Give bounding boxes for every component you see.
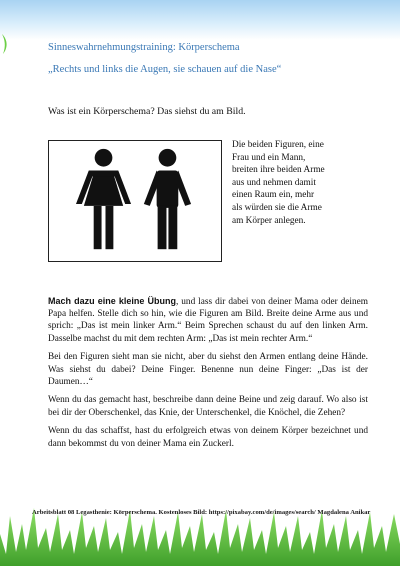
worksheet-subtitle: „Rechts und links die Augen, sie schauen auf die Nase“: [48, 64, 282, 75]
paragraph-fingers: Bei den Figuren sieht man sie nicht, aber du siehst den Armen entlang deine Hände. Was siehst du dabei? Deine Finger. Benenne nun deine Finger: „Das ist der Daumen…“: [48, 352, 368, 387]
exercise-heading: Mach dazu eine kleine Übung: [48, 296, 177, 306]
footer-credit: Arbeitsblatt 08 Legasthenie: Körperschema. Kostenloses Bild: https://pixabay.com/de/images/search/ Magdalena Anikar: [32, 509, 371, 516]
figure-caption: Die beiden Figuren, eine Frau und ein Mann, breiten ihre beiden Arme aus und nehmen damit einen Raum ein, mehr als würden sie die Arme am Körper anlegen.: [232, 140, 325, 226]
woman-figure: [76, 149, 131, 249]
paragraph-legs: Wenn du das gemacht hast, beschreibe dann deine Beine und zeig darauf. Wo also ist bei dir der Oberschenkel, das Knie, der Unterschenkel, die Knöchel, die Zehen?: [48, 395, 368, 418]
paragraph-reward: Wenn du das schaffst, hast du erfolgreich etwas von deinem Körper bezeichnet und dann bekommst du von deiner Mama ein Zuckerl.: [48, 426, 368, 449]
instructions-body: [48, 295, 368, 456]
figures-illustration: [49, 141, 221, 261]
sky-decoration: [0, 0, 400, 40]
worksheet-title: Sinneswahrnehmungstraining: Körperschema: [48, 42, 240, 53]
intro-question: Was ist ein Körperschema? Das siehst du am Bild.: [48, 106, 246, 117]
paragraph-exercise: [48, 295, 368, 345]
man-figure: [144, 149, 191, 249]
leaf-decoration: [0, 34, 14, 54]
figure-box: [48, 140, 222, 262]
grass-decoration: [0, 494, 400, 566]
exercise-text: , und lass dir dabei von deiner Mama oder deinem Papa helfen. Stelle dich so hin, wie die Figuren am Bild. Breite deine Arme aus und sprich: „Das ist mein linker Arm.“ Beim Sprechen schaust du auf den linken Arm. Dasselbe machst du mit dem rechten Arm: „Das ist mein rechter Arm.“: [48, 297, 368, 344]
